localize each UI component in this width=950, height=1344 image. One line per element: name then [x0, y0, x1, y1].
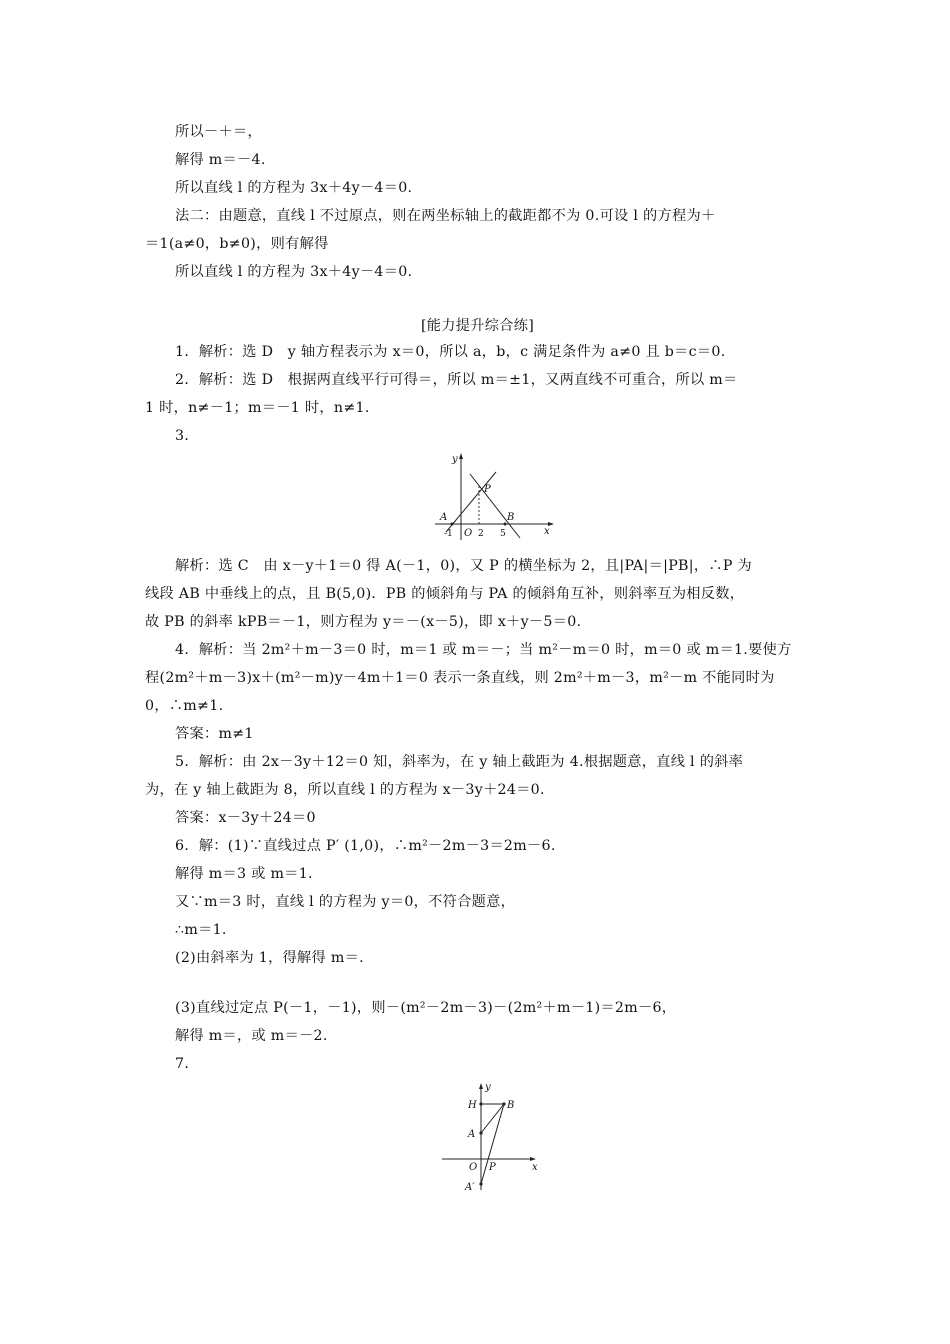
answer-6-part2: (2)由斜率为 1，得解得 m＝. — [175, 950, 364, 966]
label-h: H — [468, 1100, 477, 1111]
line-ap — [446, 472, 496, 532]
label-x: x — [532, 1162, 538, 1173]
text-line: 解得 m＝－4. — [175, 152, 266, 168]
answer-3-cont: 故 PB 的斜率 kPB＝－1，则方程为 y＝－(x－5)，即 x＋y－5＝0. — [145, 614, 582, 630]
answer-5: 5．解析：由 2x－3y＋12＝0 知，斜率为，在 y 轴上截距为 4.根据题意，直线 l 的斜率 — [175, 754, 744, 770]
text-line: 所以－＋＝， — [175, 124, 262, 140]
answer-6-part3: (3)直线过定点 P(－1，－1)，则－(m²－2m－3)－(2m²＋m－1)＝2m－6， — [175, 1000, 677, 1016]
point-a — [479, 1131, 482, 1134]
label-x: x — [544, 526, 550, 537]
x-axis-arrow — [530, 1157, 536, 1161]
label-origin: O — [469, 1162, 478, 1173]
answer-6: 6．解：(1)∵直线过点 P′ (1,0)，∴m²－2m－3＝2m－6. — [175, 838, 556, 854]
figure-1-coordinate-plot — [430, 450, 560, 545]
text-line: 所以直线 l 的方程为 3x＋4y－4＝0. — [175, 264, 413, 280]
answer-3: 解析：选 C 由 x－y＋1＝0 得 A(－1，0)，又 P 的横坐标为 2，且|PA|＝|PB|，∴P 为 — [175, 558, 752, 574]
y-axis-arrow — [479, 1083, 483, 1089]
label-a: A — [468, 1129, 476, 1140]
answer-6-cont: 解得 m＝3 或 m＝1. — [175, 866, 313, 882]
label-y: y — [452, 454, 458, 465]
tick-neg1: -1 — [444, 529, 453, 539]
label-y: y — [485, 1082, 491, 1093]
label-origin: O — [464, 528, 473, 539]
point-aprime — [479, 1182, 482, 1185]
answer-5-cont: 为，在 y 轴上截距为 8，所以直线 l 的方程为 x－3y＋24＝0. — [145, 782, 545, 798]
answer-6-cont: ∴m＝1. — [175, 922, 227, 938]
answer-5-result: 答案：x－3y＋24＝0 — [175, 810, 316, 826]
figure-2-coordinate-plot — [438, 1078, 548, 1196]
point-h — [479, 1102, 482, 1105]
text-line: 所以直线 l 的方程为 3x＋4y－4＝0. — [175, 180, 413, 196]
text-line: 法二：由题意，直线 l 不过原点，则在两坐标轴上的截距都不为 0.可设 l 的方程为＋ — [175, 208, 716, 224]
y-axis-arrow — [459, 453, 463, 459]
answer-6-cont: 解得 m＝，或 m＝－2. — [175, 1028, 328, 1044]
tick-2: 2 — [478, 529, 484, 539]
answer-4: 4．解析：当 2m²＋m－3＝0 时，m＝1 或 m＝－；当 m²－m＝0 时，m＝0 或 m＝1.要使方 — [175, 642, 792, 658]
label-b: B — [507, 1100, 515, 1111]
label-a: A — [440, 512, 448, 523]
answer-1: 1．解析：选 D y 轴方程表示为 x＝0，所以 a，b，c 满足条件为 a≠0 且 b＝c＝0. — [175, 344, 726, 360]
point-a — [451, 523, 454, 526]
answer-7-number: 7． — [175, 1056, 199, 1072]
answer-2: 2．解析：选 D 根据两直线平行可得＝，所以 m＝±1，又两直线不可重合，所以 m＝ — [175, 372, 738, 388]
answer-6-cont: 又∵m＝3 时，直线 l 的方程为 y＝0，不符合题意， — [175, 894, 516, 910]
answer-4-cont: 0，∴m≠1. — [145, 698, 224, 714]
answer-2-cont: 1 时，n≠－1；m＝－1 时，n≠1. — [145, 400, 370, 416]
answer-3-number: 3． — [175, 428, 199, 444]
tick-5: 5 — [500, 529, 506, 539]
answer-4-cont: 程(2m²＋m－3)x＋(m²－m)y－4m＋1＝0 表示一条直线，则 2m²＋m－3，m²－m 不能同时为 — [145, 670, 775, 686]
label-p: P — [484, 484, 491, 495]
text-line: ＝1(a≠0，b≠0)，则有解得 — [145, 236, 329, 252]
section-title: [能力提升综合练] — [420, 318, 535, 334]
segment-ab — [481, 1104, 504, 1133]
point-b — [502, 1102, 505, 1105]
label-b: B — [507, 512, 515, 523]
label-p: P — [489, 1162, 496, 1173]
answer-4-result: 答案：m≠1 — [175, 726, 254, 742]
label-aprime: A′ — [465, 1182, 475, 1193]
answer-3-cont: 线段 AB 中垂线上的点，且 B(5,0)．PB 的倾斜角与 PA 的倾斜角互补，则斜率互为相反数， — [145, 586, 745, 602]
